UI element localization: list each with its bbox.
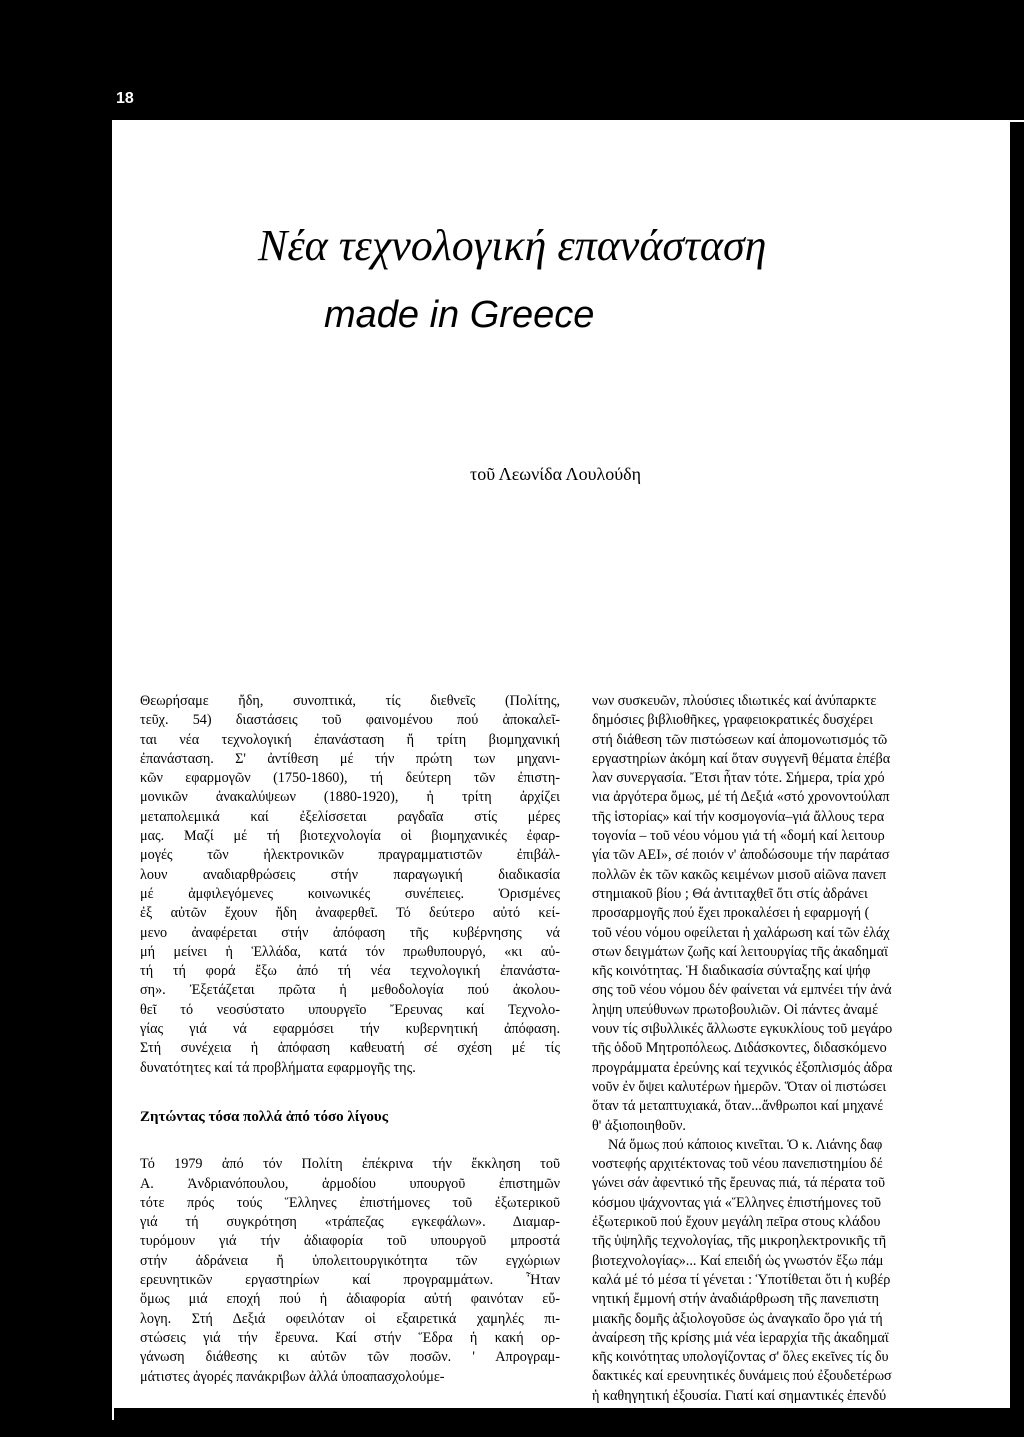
text-line: τῆς ἱστορίας» καί τήν κοσμογονία–γιά ἄλλους τερα <box>592 808 885 825</box>
text-line: τότε πρός τούς Ἕλληνες ἐπιστήμονες τοῦ ἐξωτερικοῦ <box>140 1194 560 1211</box>
text-line: Θεωρήσαμε ἤδη, συνοπτικά, τίς διεθνεῖς (Πολίτης, <box>140 693 560 709</box>
text-line: μιακῆς δομῆς ἀξιολογοῦσε ὡς ἀναγκαῖο ὅρο γιά τή <box>592 1310 883 1327</box>
text-line: ση». Ἐξετάζεται πρῶτα ἡ μεθοδολογία πού ἀκολου- <box>140 982 560 999</box>
text-line: προγράμματα ἐρεύνης καί τεχνικός ἐξοπλισμός ἀδρα <box>592 1059 893 1076</box>
text-line: στήν ἀδράνεια ἤ ὑπολειτουργικότητα τῶν εγχώριων <box>140 1252 560 1269</box>
text-line: μονικῶν ἀνακαλύψεων (1880-1920), ἡ τρίτη ἀρχίζει <box>140 789 560 806</box>
text-line: γίας γιά νά εφαρμόσει τήν κυβερνητική ἀπόφαση. <box>140 1021 560 1038</box>
text-line: ἐξωτερικοῦ πού ἔχουν μεγάλη πεῖρα στους κλάδου <box>592 1214 881 1231</box>
text-line: ληψη υπεύθυνων πρωτοβουλιῶν. Οἱ πάντες ἀναμέ <box>592 1001 879 1018</box>
text-line: γιά τή συγκρότηση «τράπεζας εγκεφάλων». Διαμαρ- <box>140 1214 560 1231</box>
body-paragraph <box>140 1155 560 1387</box>
text-line: θ' ἀξιοποιηθοῦν. <box>592 1117 686 1134</box>
text-line: τοῦ νέου νόμου οφείλεται ἡ χαλάρωση καί τῶν ἐλάχ <box>592 924 890 941</box>
right-column-text <box>592 692 1012 1406</box>
text-line: νοστεφής αρχιτέκτονας τοῦ νέου πανεπιστημίου δέ <box>592 1156 883 1173</box>
text-line: γάνωση διάθεσης κι αὐτῶν τῶν ποσῶν. ' Απρογραμ- <box>140 1349 560 1366</box>
text-line: μάτιστες ἀγορές πανάκριβων ἀλλά ὑποαπασχολούμε- <box>140 1368 445 1385</box>
text-line: τυρόμουν γιά τήν ἀδιαφορία τοῦ υπουργοῦ μπροστά <box>140 1233 560 1250</box>
text-line: νουν τίς σιβυλλικές ἄλλωστε εγκυκλίους τοῦ μεγάρο <box>592 1021 893 1038</box>
text-line: νια ἀργότερα ὅμως, μέ τή Δεξιά «στό χρονοντούλαπ <box>592 789 890 806</box>
text-line: λογη. Στή Δεξιά οφειλόταν οἱ εξαιρετικά χαμηλές πι- <box>140 1310 560 1327</box>
text-line: νοῦν ἐν ὄψει καλυτέρων ἡμερῶν. Ὅταν οἱ πιστώσει <box>592 1078 887 1095</box>
text-line: στή διάθεση τῶν πιστώσεων καί ἀπομονωτισμός τῶ <box>592 731 888 748</box>
text-line: δακτικές καί ερευνητικές δυνάμεις πού ἐξουδετέρωσ <box>592 1368 892 1385</box>
page-number: 18 <box>116 90 134 107</box>
text-line: Τό 1979 ἀπό τόν Πολίτη ἐπέκρινα τήν ἔκκληση τοῦ <box>140 1156 560 1173</box>
text-line: μή μείνει ἡ Ἑλλάδα, κατά τόν πρωθυπουργό, «κι αὐ- <box>140 943 560 960</box>
text-line: ερευνητικῶν εργαστηρίων καί προγραμμάτων. Ἦταν <box>140 1272 560 1289</box>
left-column <box>140 692 560 1387</box>
text-line: ἡ καθηγητική ἐξουσία. Γιατί καί σημαντικές ἐπενδύ <box>592 1387 887 1404</box>
text-line: τῆς ὑψηλῆς τεχνολογίας, τῆς μικροηλεκτρονικῆς τῆ <box>592 1233 887 1250</box>
intro-paragraph <box>140 692 560 1078</box>
text-line: καλά μέ τό μέσα τί γένεται : Ὑποτίθεται ὅτι ἡ κυβέρ <box>592 1271 891 1288</box>
text-line: μογές τῶν ἠλεκτρονικῶν πραγραμματιστῶν ἐπιβάλ- <box>140 847 560 864</box>
text-line: μεταπολεμικά καί ἐξελίσσεται ραγδαῖα στίς μέρες <box>140 808 560 825</box>
text-line: σης τοῦ νέου νόμου δέν φαίνεται νά εμπνέει τήν ἀνά <box>592 982 892 999</box>
text-line: θεῖ τό νεοσύστατο υπουργεῖο Ἔρευνας καί Τεχνολο- <box>140 1001 560 1018</box>
text-line: ἐπανάσταση. Σ' ἀντίθεση μέ τήν πρώτη των μηχανι- <box>140 750 560 767</box>
text-line: νητική ἔμμονή στήν ἀναδιάρθρωση τῆς πανεπιστη <box>592 1291 879 1308</box>
text-line: ται νέα τεχνολογική ἐπανάσταση ἤ τρίτη βιομηχανική <box>140 731 560 748</box>
text-line: στημιακοῦ βίου ; Θά ἀντιταχθεῖ ὅτι στίς ἀδράνει <box>592 885 868 902</box>
text-line: στων δειγμάτων ζωῆς καί λειτουργίας τῆς ἀκαδημαϊ <box>592 943 888 960</box>
text-line: δημόσιες βιβλιοθῆκες, γραφειοκρατικές δυσχέρει <box>592 712 874 729</box>
text-line: ἀναίρεση τῆς κρίσης μιά νέα ἱεραρχία τῆς ἀκαδημαϊ <box>592 1329 889 1346</box>
text-line: Νά ὅμως πού κάποιος κινεῖται. Ὁ κ. Λιάνης δαφ <box>608 1136 883 1153</box>
article-author: τοῦ Λεωνίδα Λουλούδη <box>470 464 642 484</box>
text-line: ἐξ αὐτῶν ἔχουν ἤδη ἀναφερθεῖ. Τό δεύτερο αὐτό κεί- <box>140 905 560 922</box>
text-line: ὅταν τά μεταπτυχιακά, ὅταν...ἄνθρωποι καί μηχανέ <box>592 1098 884 1115</box>
text-line: Α. Ἀνδριανόπουλου, ἁρμοδίου υπουργοῦ ἐπιστημῶν <box>140 1175 560 1192</box>
text-line: τεῦχ. 54) διαστάσεις τοῦ φαινομένου πού ἀποκαλεῖ- <box>140 712 560 729</box>
text-line: κῆς κοινότητας υπολογίζοντας σ' ὅλες εκεῖνες τίς δυ <box>592 1349 889 1366</box>
right-column <box>592 692 1012 1406</box>
frame-right-edge <box>1010 122 1024 1437</box>
text-line: νων συσκευῶν, πλούσιες ιδιωτικές καί ἀνύπαρκτε <box>592 693 877 709</box>
text-line: δυνατότητες καί τά προβλήματα εφαρμογῆς της. <box>140 1059 416 1076</box>
text-line: Στή συνέχεια ἡ ἀπόφαση καθευατή σέ σχέση μέ τίς <box>140 1040 560 1057</box>
text-line: γία τῶν ΑΕΙ», σέ ποιόν ν' ἀποδώσουμε τήν παράτασ <box>592 847 890 864</box>
article-subtitle: made in Greece <box>324 294 595 336</box>
text-line: γώνει σάν ἀφεντικό τῆς ἔρευνας πιά, τά πέρατα τοῦ <box>592 1175 886 1192</box>
text-line: κῶν εφαρμογῶν (1750-1860), τή δεύτερη τῶν ἐπιστη- <box>140 770 560 787</box>
article-sheet <box>114 122 1012 1408</box>
text-line: προσαρμογῆς πού ἔχει προκαλέσει ἡ εφαρμογή ( <box>592 905 870 922</box>
text-line: τῆς ὁδοῦ Μητροπόλεως. Διδάσκοντες, διδασκόμενο <box>592 1040 887 1057</box>
section-subheading: Ζητώντας τόσα πολλά ἀπό τόσο λίγους <box>140 1108 389 1125</box>
text-line: λαν συνεργασία. Ἔτσι ἦταν τότε. Σήμερα, τρία χρό <box>592 770 885 787</box>
text-line: στώσεις γιά τήν ἔρευνα. Καί στήν Ἕδρα ἡ κακή ορ- <box>140 1329 560 1346</box>
text-line: ὅμως μιά εποχή πού ἡ ἀδιαφορία αὐτή φαινόταν εὔ- <box>140 1291 560 1308</box>
text-line: μας. Μαζί μέ τή βιοτεχνολογία οἱ βιομηχανικές ἐφαρ- <box>140 828 560 845</box>
text-line: πολλῶν ἐκ τῶν κακῶς κειμένων μισοῦ αἰῶνα πανεπ <box>592 866 887 883</box>
article-title: Νέα τεχνολογική επανάσταση <box>258 221 767 270</box>
text-line: μενο ἀναφέρεται στήν ἀπόφαση τῆς κυβέρνησης νά <box>140 924 560 941</box>
text-line: τογονία – τοῦ νέου νόμου γιά τή «δομή καί λειτουρ <box>592 828 885 845</box>
text-line: κόσμου ψάχνοντας γιά «Ἕλληνες ἐπιστήμονες τοῦ <box>592 1194 882 1211</box>
text-line: τή τή φορά ἔξω ἀπό τή νέα τεχνολογική ἐπανάστα- <box>140 963 560 980</box>
text-line: κῆς κοινότητας. Ἡ διαδικασία σύνταξης καί ψήφ <box>592 963 871 980</box>
text-line: βιοτεχνολογίας»... Καί επειδή ὡς γνωστόν ἔξω πάμ <box>592 1252 884 1269</box>
text-line: μέ ἀμφιλεγόμενες κοινωνικές συνέπειες. Ὁρισμένες <box>140 885 560 902</box>
text-line: λουν αναδιαρθρώσεις στήν παραγωγική διαδικασία <box>140 866 560 883</box>
text-line: εργαστηρίων ἀκόμη καί ὅταν συγγενῆ θέματα ἐπέβα <box>592 750 891 767</box>
